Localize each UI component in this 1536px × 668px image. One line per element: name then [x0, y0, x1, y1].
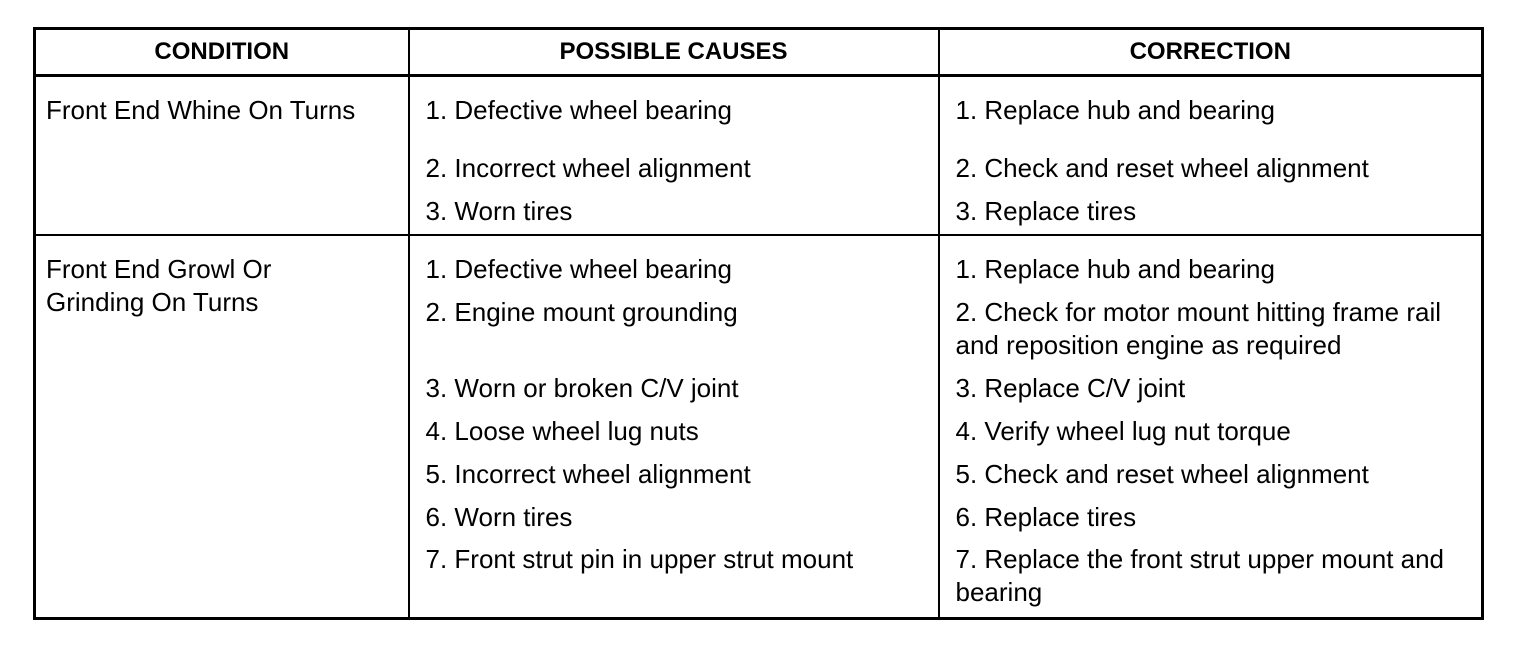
causes-cell	[409, 76, 939, 236]
cause-item: 1. Defective wheel bearing	[425, 95, 732, 125]
cause-item: 7. Front strut pin in upper strut mount	[425, 544, 854, 574]
correction-item: 5. Check and reset wheel alignment	[955, 459, 1369, 489]
condition-text: Front End Whine On Turns	[46, 95, 356, 125]
causes-list	[410, 77, 938, 228]
causes-cell	[409, 235, 939, 619]
correction-cell	[939, 76, 1483, 236]
correction-item: 6. Replace tires	[955, 502, 1137, 532]
condition-cell	[35, 235, 409, 619]
correction-item: 3. Replace tires	[955, 196, 1137, 226]
correction-cell	[939, 235, 1483, 619]
table-row	[35, 76, 1483, 236]
condition-cell	[35, 76, 409, 236]
correction-item: 3. Replace C/V joint	[955, 373, 1186, 403]
correction-item: 1. Replace hub and bearing	[955, 95, 1275, 125]
correction-item: 2. Check and reset wheel alignment	[955, 153, 1369, 183]
cause-item: 4. Loose wheel lug nuts	[425, 416, 699, 446]
correction-item: 4. Verify wheel lug nut torque	[955, 416, 1291, 446]
possible-causes-header: POSSIBLE CAUSES	[409, 29, 939, 76]
corrections-list	[940, 236, 1482, 609]
cause-item: 6. Worn tires	[425, 502, 573, 532]
correction-item: 7. Replace the front strut upper mount and bearing	[955, 544, 1445, 607]
condition-header: CONDITION	[35, 29, 409, 76]
cause-item: 3. Worn or broken C/V joint	[425, 373, 739, 403]
diagnosis-table	[33, 27, 1484, 620]
correction-item: 1. Replace hub and bearing	[955, 254, 1275, 284]
corrections-list	[940, 77, 1482, 228]
condition-text: Front End Growl Or Grinding On Turns	[46, 254, 272, 317]
cause-item: 2. Engine mount grounding	[425, 297, 738, 327]
cause-item: 1. Defective wheel bearing	[425, 254, 732, 284]
header-row	[35, 29, 1483, 76]
table-row	[35, 235, 1483, 619]
causes-list	[410, 236, 938, 609]
cause-item: 2. Incorrect wheel alignment	[425, 153, 751, 183]
correction-item: 2. Check for motor mount hitting frame rail and reposition engine as required	[955, 297, 1442, 360]
cause-item: 5. Incorrect wheel alignment	[425, 459, 751, 489]
correction-header: CORRECTION	[939, 29, 1483, 76]
cause-item: 3. Worn tires	[425, 196, 573, 226]
